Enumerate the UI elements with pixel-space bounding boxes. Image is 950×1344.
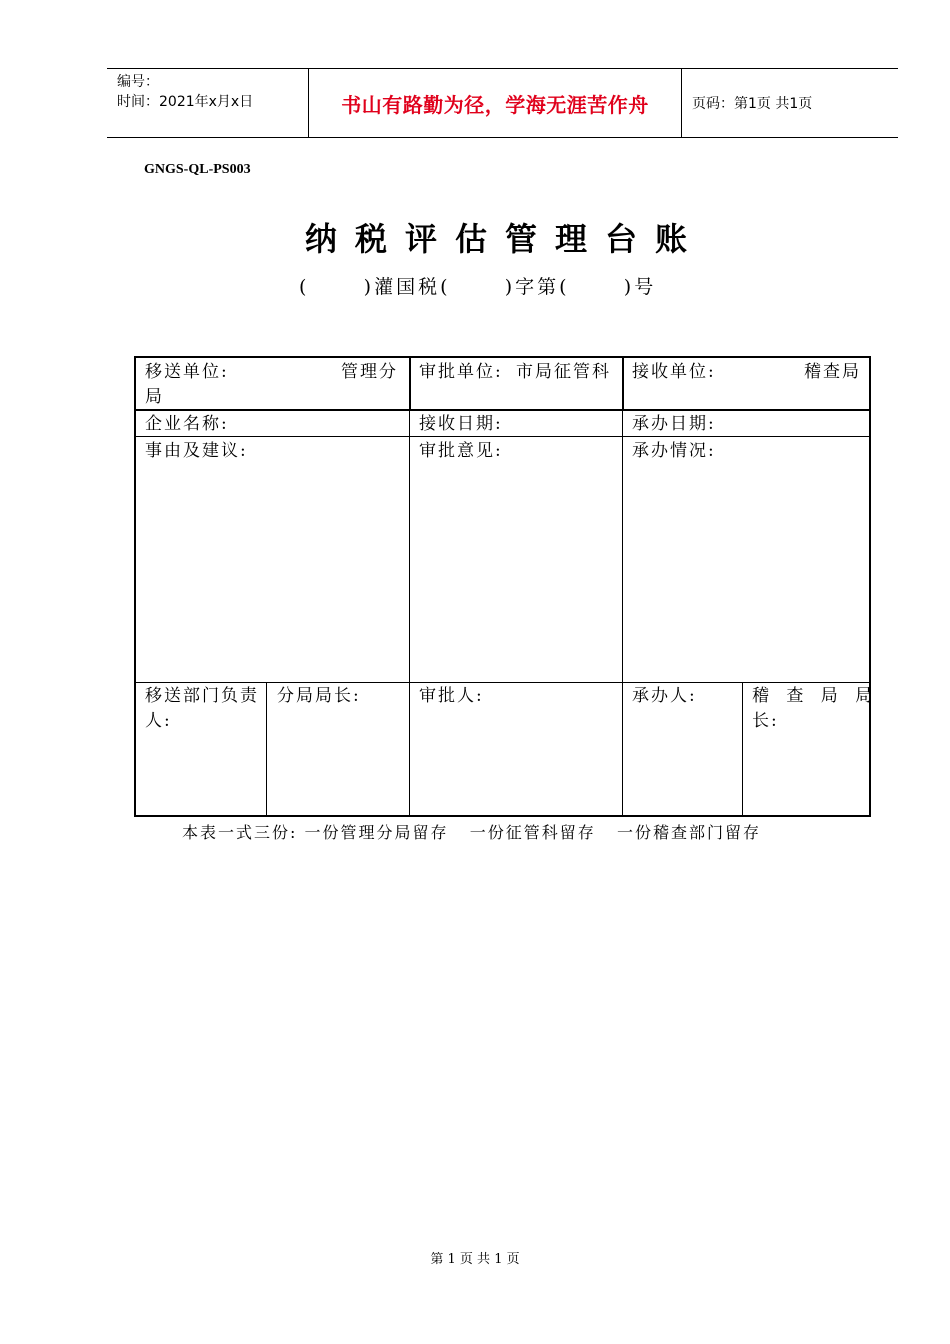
send-unit-value-cont: 局 bbox=[145, 387, 164, 407]
handle-date-label: 承办日期: bbox=[632, 414, 716, 434]
receive-unit-label: 接收单位: bbox=[632, 362, 716, 382]
dept-head-label-cont: 人: bbox=[145, 711, 172, 731]
inspection-head-label-cont: 长: bbox=[752, 711, 779, 731]
serial-label: 编号： bbox=[117, 74, 159, 90]
approve-unit-label: 审批单位: bbox=[419, 362, 503, 382]
divider bbox=[622, 682, 623, 817]
time-label: 时间：2021年x月x日 bbox=[117, 94, 254, 110]
handler-label: 承办人: bbox=[632, 686, 697, 706]
divider bbox=[409, 356, 411, 411]
divider bbox=[409, 682, 410, 817]
approval-opinion-label: 审批意见: bbox=[419, 441, 503, 461]
divider bbox=[622, 411, 623, 683]
company-name-label: 企业名称: bbox=[145, 414, 229, 434]
page-footer: 第 1 页 共 1 页 bbox=[430, 1252, 520, 1267]
inspection-head-label: 稽 查 局 局 bbox=[752, 686, 879, 706]
send-unit-label: 移送单位: bbox=[145, 362, 229, 382]
handling-status-label: 承办情况: bbox=[632, 441, 716, 461]
page-title: 纳税评估管理台账 bbox=[304, 220, 705, 258]
motto-text: 书山有路勤为径，学海无涯苦作舟 bbox=[341, 92, 649, 117]
header-meta-cell bbox=[107, 69, 309, 137]
header-band bbox=[107, 68, 898, 138]
send-unit-value: 管理分 bbox=[341, 362, 398, 382]
document-number-line: ( )灌国税( )字第( )号 bbox=[299, 276, 657, 298]
page-counter: 页码：第1页 共1页 bbox=[692, 96, 813, 112]
document-code: GNGS-QL-PS003 bbox=[144, 162, 251, 177]
approver-label: 审批人: bbox=[419, 686, 484, 706]
branch-head-label: 分局局长: bbox=[277, 686, 361, 706]
assessment-form bbox=[134, 356, 879, 817]
receive-unit-value: 稽查局 bbox=[804, 362, 861, 382]
form-outer-border bbox=[134, 409, 871, 817]
header-motto-cell bbox=[309, 69, 682, 137]
dept-head-label: 移送部门负责 bbox=[145, 686, 259, 706]
divider bbox=[622, 356, 624, 411]
divider bbox=[266, 682, 267, 817]
copies-note: 本表一式三份: 一份管理分局留存 一份征管科留存 一份稽查部门留存 bbox=[182, 823, 761, 842]
divider bbox=[409, 411, 410, 683]
approve-unit-value: 市局征管科 bbox=[516, 362, 611, 382]
divider bbox=[742, 682, 743, 817]
receive-date-label: 接收日期: bbox=[419, 414, 503, 434]
reason-label: 事由及建议: bbox=[145, 441, 248, 461]
divider bbox=[134, 682, 871, 683]
